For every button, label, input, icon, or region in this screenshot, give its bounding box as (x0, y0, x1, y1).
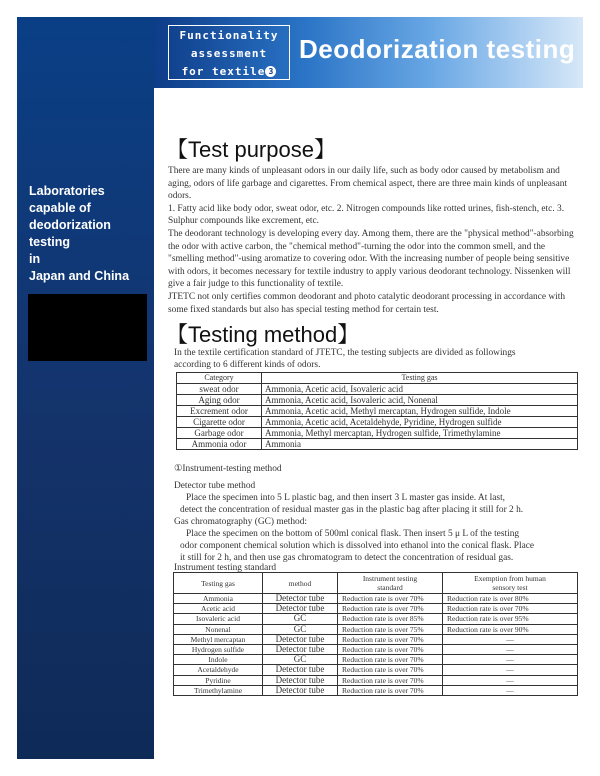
table-row (177, 406, 578, 417)
category-cell: Garbage odor (177, 428, 262, 439)
standard-cell: Reduction rate is over 85% (338, 614, 443, 624)
gas-cell: Isovaleric acid (174, 614, 263, 624)
functionality-box (168, 25, 290, 80)
odor-category-table (176, 372, 578, 450)
exemption-cell: — (443, 685, 578, 695)
circled-number-badge: 3 (265, 66, 276, 77)
gas-cell: Methyl mercaptan (174, 634, 263, 644)
standard-cell: Reduction rate is over 70% (338, 604, 443, 614)
standard-table-heading: Instrument testing standard (174, 563, 277, 573)
sidebar-line: Laboratories (29, 184, 105, 198)
gas-cell: Ammonia (174, 594, 263, 604)
purpose-paragraph: There are many kinds of unpleasant odors in our daily life, such as body odor caused by metabolism and aging, odors of life garbage and cigarettes. From chemical aspect, there are three main kinds of unpleasant odors. (168, 166, 568, 202)
detector-method-text: Place the specimen into 5 L plastic bag, and then insert 3 L master gas inside. At last, (186, 493, 506, 503)
purpose-paragraph: 1. Fatty acid like body odor, sweat odor, etc. 2. Nitrogen compounds like rotted urines, fish-stench, etc. 3. Sulphur compounds like excrement, etc. (168, 203, 565, 227)
page-title: Deodorization testing (299, 34, 576, 64)
detector-method-heading: Detector tube method (174, 481, 256, 491)
sidebar-line: capable of (29, 201, 91, 215)
gas-cell: Acetaldehyde (174, 665, 263, 675)
table-row (174, 594, 578, 604)
gc-method-text: it still for 2 h, and then use gas chromatogram to detect the concentration of residual gas. (180, 553, 514, 563)
functionality-line: for textile (181, 65, 266, 78)
exemption-cell: Reduction rate is over 90% (443, 624, 578, 634)
instrument-standard-table (173, 572, 578, 696)
table-header-cell: Instrument testing standard (338, 573, 443, 594)
table-header-cell: method (263, 573, 338, 594)
method-cell: Detector tube (263, 665, 338, 675)
method-cell: Detector tube (263, 685, 338, 695)
testing-gas-cell: Ammonia, Methyl mercaptan, Hydrogen sulfide, Trimethylamine (262, 428, 578, 439)
exemption-cell: — (443, 665, 578, 675)
table-row (177, 395, 578, 406)
table-row (177, 384, 578, 395)
table-header-cell: Category (177, 373, 262, 384)
testing-gas-cell: Ammonia, Acetic acid, Acetaldehyde, Pyridine, Hydrogen sulfide (262, 417, 578, 428)
category-cell: Aging odor (177, 395, 262, 406)
method-cell: Detector tube (263, 594, 338, 604)
table-row (177, 428, 578, 439)
sidebar-line: in (29, 252, 41, 266)
method-intro-line: In the textile certification standard of JTETC, the testing subjects are divided as followings (174, 348, 516, 358)
sidebar-line: deodorization (29, 218, 111, 232)
standard-cell: Reduction rate is over 70% (338, 634, 443, 644)
instrument-method-heading: ①Instrument-testing method (174, 464, 282, 474)
table-row (174, 604, 578, 614)
exemption-cell: Reduction rate is over 95% (443, 614, 578, 624)
standard-cell: Reduction rate is over 75% (338, 624, 443, 634)
table-row (174, 675, 578, 685)
category-cell: Cigarette odor (177, 417, 262, 428)
method-cell: GC (263, 624, 338, 634)
functionality-line: Functionality (179, 29, 279, 42)
testing-gas-cell: Ammonia, Acetic acid, Isovaleric acid, Nonenal (262, 395, 578, 406)
sidebar-panel (17, 17, 154, 759)
table-row (174, 634, 578, 644)
standard-cell: Reduction rate is over 70% (338, 594, 443, 604)
category-cell: Ammonia odor (177, 439, 262, 450)
table-header-row (177, 373, 578, 384)
purpose-paragraph: The deodorant technology is developing every day. Among them, there are the "physical method"-absorbing the odor with active carbon, the "chemical method"-turning the odor into the common smell, and the "smelling method"-using aromatize to covering odor. With the increasing number of people being sensitive with odors, it becomes necessary for textile industry to apply various deodorant technology. Nissenken will give a fair judge to this functionality of textile. (168, 228, 574, 290)
standard-cell: Reduction rate is over 70% (338, 655, 443, 665)
gas-cell: Pyridine (174, 675, 263, 685)
standard-cell: Reduction rate is over 70% (338, 675, 443, 685)
exemption-cell: Reduction rate is over 80% (443, 594, 578, 604)
gas-cell: Nonenal (174, 624, 263, 634)
table-row (174, 644, 578, 654)
category-cell: Excrement odor (177, 406, 262, 417)
testing-method-heading: 【Testing method】 (166, 322, 360, 347)
testing-gas-cell: Ammonia, Acetic acid, Methyl mercaptan, Hydrogen sulfide, Indole (262, 406, 578, 417)
table-row (177, 439, 578, 450)
method-cell: GC (263, 655, 338, 665)
exemption-cell: — (443, 634, 578, 644)
method-cell: Detector tube (263, 634, 338, 644)
table-header-row (174, 573, 578, 594)
testing-gas-cell: Ammonia, Acetic acid, Isovaleric acid (262, 384, 578, 395)
gc-method-text: odor component chemical solution which is dissolved into ethanol into the conical flask. Place (180, 541, 535, 551)
method-cell: Detector tube (263, 675, 338, 685)
table-row (174, 614, 578, 624)
test-purpose-text (168, 165, 580, 316)
black-image-placeholder (28, 294, 147, 361)
exemption-cell: Reduction rate is over 70% (443, 604, 578, 614)
category-cell: sweat odor (177, 384, 262, 395)
table-row (174, 685, 578, 695)
sidebar-line: Japan and China (29, 269, 130, 283)
gc-method-heading: Gas chromatography (GC) method: (174, 517, 308, 527)
sidebar-labs-text (29, 183, 151, 285)
method-intro-line: according to 6 different kinds of odors. (174, 360, 321, 370)
table-row (177, 417, 578, 428)
header-banner (154, 17, 583, 88)
table-row (174, 624, 578, 634)
detector-method-text: detect the concentration of residual master gas in the plastic bag after placing it still for 2 h. (180, 505, 524, 515)
gas-cell: Indole (174, 655, 263, 665)
exemption-cell: — (443, 675, 578, 685)
method-cell: Detector tube (263, 644, 338, 654)
table-header-cell: Testing gas (174, 573, 263, 594)
method-cell: Detector tube (263, 604, 338, 614)
exemption-cell: — (443, 655, 578, 665)
standard-cell: Reduction rate is over 70% (338, 685, 443, 695)
gc-method-text: Place the specimen on the bottom of 500ml conical flask. Then insert 5 μ L of the testing (186, 529, 520, 539)
standard-cell: Reduction rate is over 70% (338, 665, 443, 675)
testing-gas-cell: Ammonia (262, 439, 578, 450)
method-cell: GC (263, 614, 338, 624)
gas-cell: Acetic acid (174, 604, 263, 614)
purpose-paragraph: JTETC not only certifies common deodorant and photo catalytic deodorant processing in accordance with some fixed standards but also has special testing method for certain test. (168, 291, 566, 315)
table-header-cell: Exemption from human sensory test (443, 573, 578, 594)
sidebar-line: testing (29, 235, 70, 249)
gas-cell: Hydrogen sulfide (174, 644, 263, 654)
table-row (174, 655, 578, 665)
standard-cell: Reduction rate is over 70% (338, 644, 443, 654)
functionality-line: assessment (190, 47, 268, 60)
gas-cell: Trimethylamine (174, 685, 263, 695)
exemption-cell: — (443, 644, 578, 654)
table-row (174, 665, 578, 675)
table-header-cell: Testing gas (262, 373, 578, 384)
test-purpose-heading: 【Test purpose】 (166, 137, 336, 162)
